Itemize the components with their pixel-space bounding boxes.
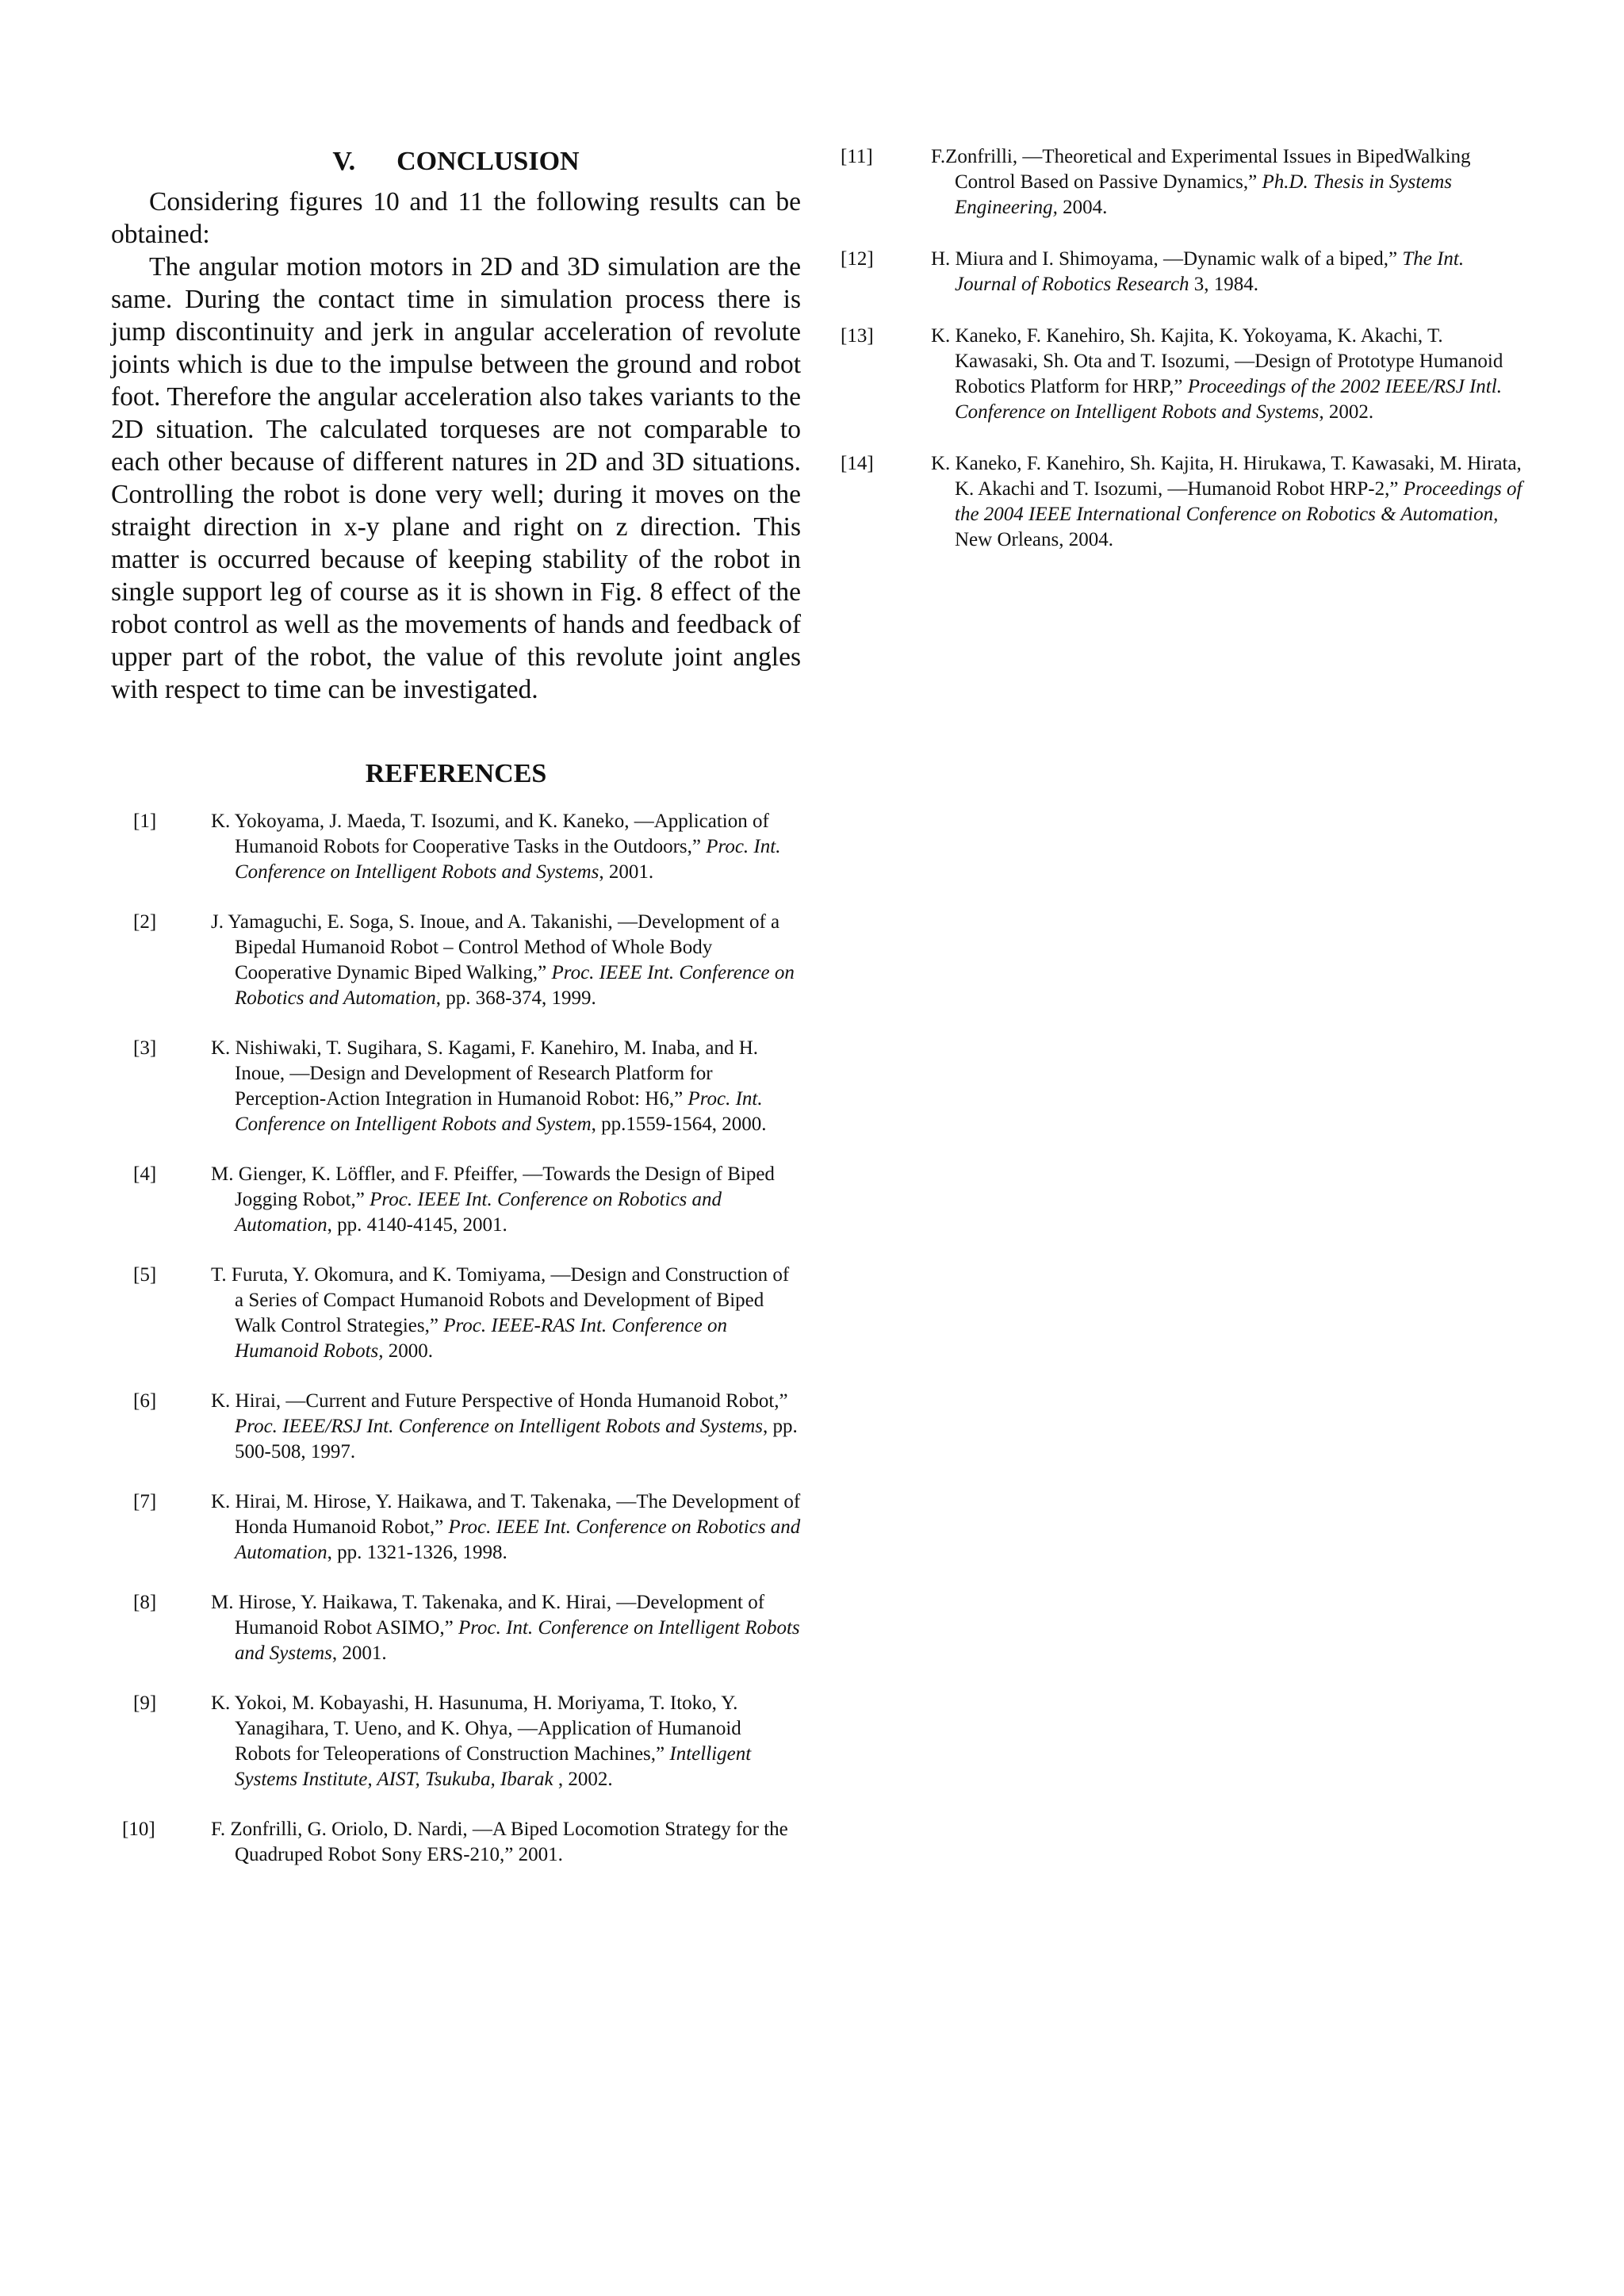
reference-number: [7] xyxy=(133,1491,157,1512)
reference-item xyxy=(111,809,801,885)
reference-item xyxy=(111,1389,801,1465)
reference-number: [13] xyxy=(841,325,874,347)
reference-tail: , pp.1559-1564, 2000. xyxy=(591,1114,767,1135)
reference-number: [9] xyxy=(133,1692,157,1714)
reference-tail: 3, 1984. xyxy=(1189,274,1259,295)
reference-venue: Proc. IEEE-RAS Int. Conference on Humanoid Robots, xyxy=(235,1315,727,1362)
section-title: CONCLUSION xyxy=(396,147,580,176)
reference-authors: K. Kaneko, F. Kanehiro, Sh. Kajita, K. Yokoyama, K. Akachi, T. Kawasaki, Sh. Ota and T. Isozumi, —Design of Prototype Humanoid Robotics Platform for HRP,” xyxy=(931,325,1503,397)
reference-item xyxy=(111,1817,801,1868)
reference-authors: K. Yokoi, M. Kobayashi, H. Hasunuma, H. Moriyama, T. Itoko, Y. Yanagihara, T. Ueno, and K. Ohya, —Application of Humanoid Robots for Teleoperations of Construction Machines,” xyxy=(211,1692,741,1765)
reference-authors: F. Zonfrilli, G. Oriolo, D. Nardi, —A Biped Locomotion Strategy for the Quadruped Robot Sony ERS-210,” 2001. xyxy=(211,1819,788,1865)
section-number: V. xyxy=(332,147,356,176)
reference-item xyxy=(111,1036,801,1137)
reference-list-left xyxy=(111,809,801,1868)
reference-authors: K. Hirai, M. Hirose, Y. Haikawa, and T. Takenaka, —The Development of Honda Humanoid Robot,” xyxy=(211,1491,801,1538)
reference-tail: 2000. xyxy=(383,1340,433,1362)
reference-authors: T. Furuta, Y. Okomura, and K. Tomiyama, —Design and Construction of a Series of Compact Humanoid Robots and Development of Biped Walk Control Strategies,” xyxy=(211,1264,790,1336)
conclusion-paragraph-1: Considering figures 10 and 11 the following results can be obtained: xyxy=(111,187,801,249)
reference-venue: Intelligent Systems Institute, AIST, Tsukuba, Ibarak xyxy=(235,1743,752,1790)
reference-number: [4] xyxy=(133,1163,157,1185)
reference-venue: Proc. Int. Conference on Intelligent Robots and System xyxy=(235,1088,763,1135)
reference-tail: , pp. 1321-1326, 1998. xyxy=(327,1542,508,1563)
reference-venue: Ph.D. Thesis in Systems Engineering, xyxy=(955,171,1453,218)
reference-number: [11] xyxy=(841,146,873,167)
right-column xyxy=(841,144,1530,579)
reference-number: [2] xyxy=(133,911,157,933)
reference-tail: , 2001. xyxy=(331,1642,387,1664)
reference-venue: Proceedings of the 2004 IEEE International Conference on Robotics & Automation, xyxy=(955,478,1522,525)
reference-number: [1] xyxy=(133,811,157,832)
reference-tail: , 2002. xyxy=(553,1769,613,1790)
reference-number: [3] xyxy=(133,1037,157,1059)
reference-item xyxy=(841,247,1530,297)
reference-venue: Proc. IEEE Int. Conference on Robotics and Automation xyxy=(235,962,795,1009)
reference-venue: Proc. IEEE Int. Conference on Robotics and Automation xyxy=(235,1189,722,1236)
reference-authors: M. Hirose, Y. Haikawa, T. Takenaka, and K. Hirai, —Development of Humanoid Robot ASIMO,” xyxy=(211,1592,765,1639)
reference-venue: Proceedings of the 2002 IEEE/RSJ Intl. Conference on Intelligent Robots and Systems, xyxy=(955,376,1502,423)
reference-item xyxy=(841,144,1530,220)
reference-authors: K. Nishiwaki, T. Sugihara, S. Kagami, F. Kanehiro, M. Inaba, and H. Inoue, —Design and Development of Research Platform for Perception-Action Integration in Humanoid Robot: H6,” xyxy=(211,1037,759,1110)
reference-number: [6] xyxy=(133,1390,157,1412)
reference-tail: , pp. 4140-4145, 2001. xyxy=(327,1214,508,1236)
reference-item xyxy=(111,910,801,1011)
conclusion-paragraph-2: The angular motion motors in 2D and 3D simulation are the same. During the contact time in simulation process there is jump discontinuity and jerk in angular acceleration of revolute joints which is due to the impulse between the ground and robot foot. Therefore the angular acceleration also takes variants to the 2D situation. The calculated torqueses are not comparable to each other because of different natures in 2D and 3D situations. Controlling the robot is done very well; during it moves on the straight direction in x-y plane and right on z direction. This matter is occurred because of keeping stability of the robot in single support leg of course as it is shown in Fig. 8 effect of the robot control as well as the movements of hands and feedback of upper part of the robot, the value of this revolute joint angles with respect to time can be investigated. xyxy=(111,252,801,704)
reference-item xyxy=(111,1162,801,1238)
reference-authors: K. Kaneko, F. Kanehiro, Sh. Kajita, H. Hirukawa, T. Kawasaki, M. Hirata, K. Akachi and T. Isozumi, —Humanoid Robot HRP-2,” xyxy=(931,453,1522,500)
reference-item xyxy=(841,451,1530,553)
reference-item xyxy=(111,1691,801,1792)
reference-authors: M. Gienger, K. Löffler, and F. Pfeiffer, —Towards the Design of Biped Jogging Robot,” xyxy=(211,1163,775,1210)
reference-tail: , pp. 500-508, 1997. xyxy=(235,1416,798,1462)
reference-item xyxy=(111,1590,801,1666)
conclusion-heading xyxy=(111,144,801,179)
reference-list-right xyxy=(841,144,1530,553)
reference-number: [10] xyxy=(122,1819,155,1840)
reference-number: [12] xyxy=(841,248,874,270)
left-column xyxy=(111,144,801,1892)
reference-venue: Proc. Int. Conference on Intelligent Robots and Systems xyxy=(235,836,781,883)
reference-tail: New Orleans, 2004. xyxy=(955,529,1113,550)
reference-item xyxy=(111,1263,801,1364)
reference-number: [8] xyxy=(133,1592,157,1613)
reference-authors: K. Hirai, —Current and Future Perspective of Honda Humanoid Robot,” xyxy=(211,1390,788,1412)
reference-venue: Proc. Int. Conference on Intelligent Robots and Systems xyxy=(235,1617,800,1664)
reference-number: [14] xyxy=(841,453,874,474)
reference-tail: 2004. xyxy=(1057,197,1108,218)
reference-venue: Proc. IEEE Int. Conference on Robotics and Automation xyxy=(235,1516,801,1563)
reference-venue: The Int. Journal of Robotics Research xyxy=(955,248,1465,295)
reference-authors: H. Miura and I. Shimoyama, —Dynamic walk of a biped,” xyxy=(931,248,1403,270)
reference-number: [5] xyxy=(133,1264,157,1286)
reference-tail: , 2001. xyxy=(599,861,654,883)
reference-tail: , pp. 368-374, 1999. xyxy=(435,987,596,1009)
references-heading: REFERENCES xyxy=(365,759,547,788)
reference-authors: J. Yamaguchi, E. Soga, S. Inoue, and A. Takanishi, —Development of a Bipedal Humanoid Robot – Control Method of Whole Body Cooperative Dynamic Biped Walking,” xyxy=(211,911,780,983)
reference-item xyxy=(111,1489,801,1566)
reference-tail: 2002. xyxy=(1323,401,1374,423)
reference-authors: F.Zonfrilli, —Theoretical and Experimental Issues in BipedWalking Control Based on Passive Dynamics,” xyxy=(931,146,1471,193)
reference-item xyxy=(841,324,1530,425)
reference-venue: Proc. IEEE/RSJ Int. Conference on Intelligent Robots and Systems xyxy=(235,1416,764,1437)
reference-authors: K. Yokoyama, J. Maeda, T. Isozumi, and K. Kaneko, —Application of Humanoid Robots for Cooperative Tasks in the Outdoors,” xyxy=(211,811,769,857)
